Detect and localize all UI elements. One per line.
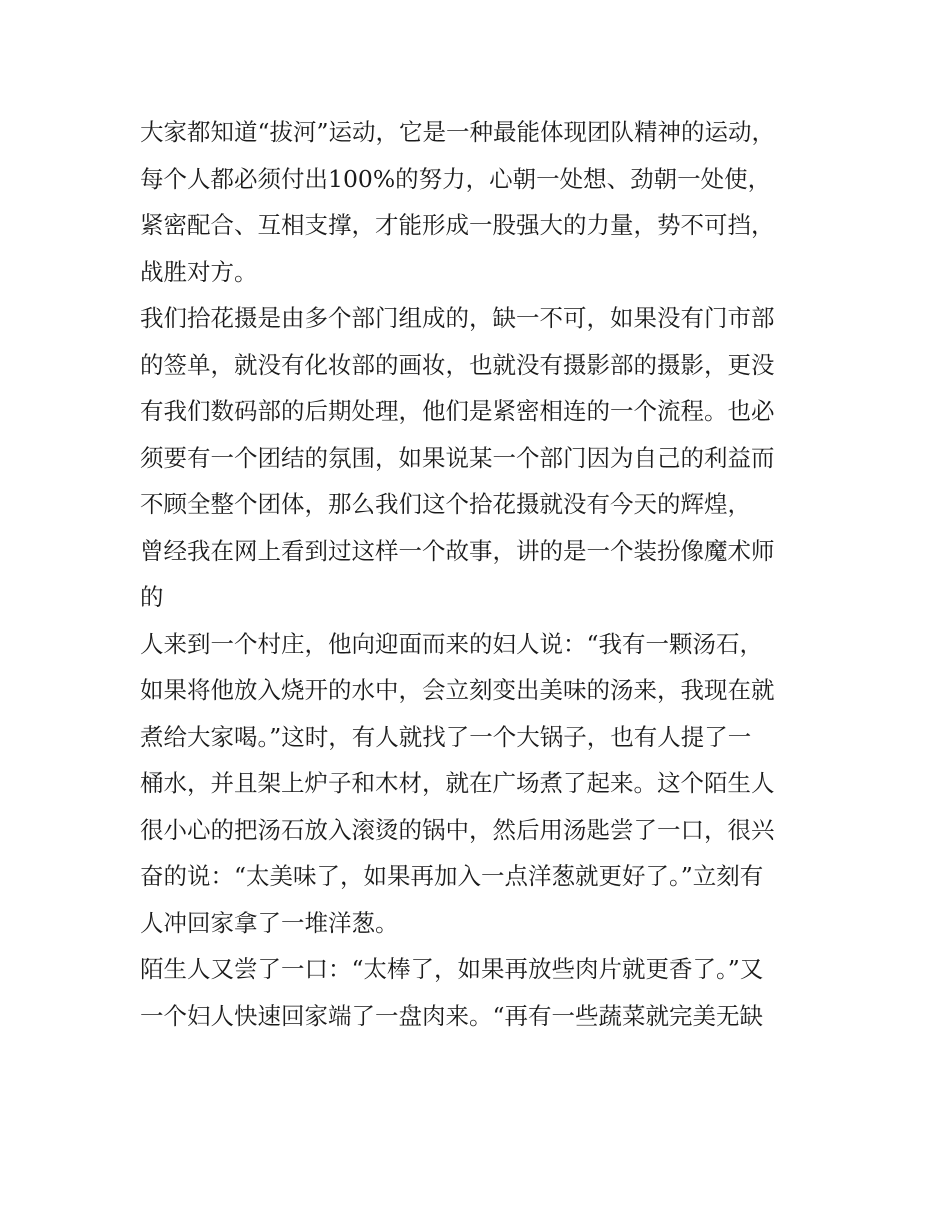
text-line: 紧密配合、互相支撑，才能形成一股强大的力量，势不可挡， [140,211,775,239]
text-line: 一个妇人快速回家端了一盘肉来。“再有一些蔬菜就完美无缺 [140,1001,764,1030]
text-line: 我们拾花摄是由多个部门组成的，缺一不可，如果没有门市部 [140,304,775,332]
text-line: 每个人都必须付出100%的努力，心朝一处想、劲朝一处使， [140,164,772,193]
text-line: 很小心的把汤石放入滚烫的锅中，然后用汤匙尝了一口，很兴 [140,815,775,844]
text-line: 人来到一个村庄，他向迎面而来的妇人说：“我有一颗汤石， [140,629,764,658]
text-line: 煮给大家喝。”这时，有人就找了一个大锅子，也有人提了一 [140,722,752,751]
text-line: 的 [140,583,164,611]
text-line: 曾经我在网上看到过这样一个故事，讲的是一个装扮像魔术师 [140,536,775,565]
text-line: 的签单，就没有化妆部的画妆，也就没有摄影部的摄影，更没 [140,350,775,379]
text-line: 须要有一个团结的氛围，如果说某一个部门因为自己的利益而 [140,443,775,472]
text-line: 奋的说：“太美味了，如果再加入一点洋葱就更好了。”立刻有 [140,862,764,890]
text-line: 战胜对方。 [140,257,258,286]
text-line: 不顾全整个团体，那么我们这个拾花摄就没有今天的辉煌， [140,490,751,518]
text-line: 有我们数码部的后期处理，他们是紧密相连的一个流程。也必 [140,397,775,425]
text-line: 陌生人又尝了一口：“太棒了，如果再放些肉片就更香了。”又 [140,955,764,983]
text-line: 大家都知道“拔河”运动，它是一种最能体现团队精神的运动， [140,118,776,146]
text-line: 人冲回家拿了一堆洋葱。 [140,908,399,937]
text-line: 如果将他放入烧开的水中，会立刻变出美味的汤来，我现在就 [140,676,775,704]
text-line: 桶水，并且架上炉子和木材，就在广场煮了起来。这个陌生人 [140,769,775,797]
document-body [140,109,820,1039]
